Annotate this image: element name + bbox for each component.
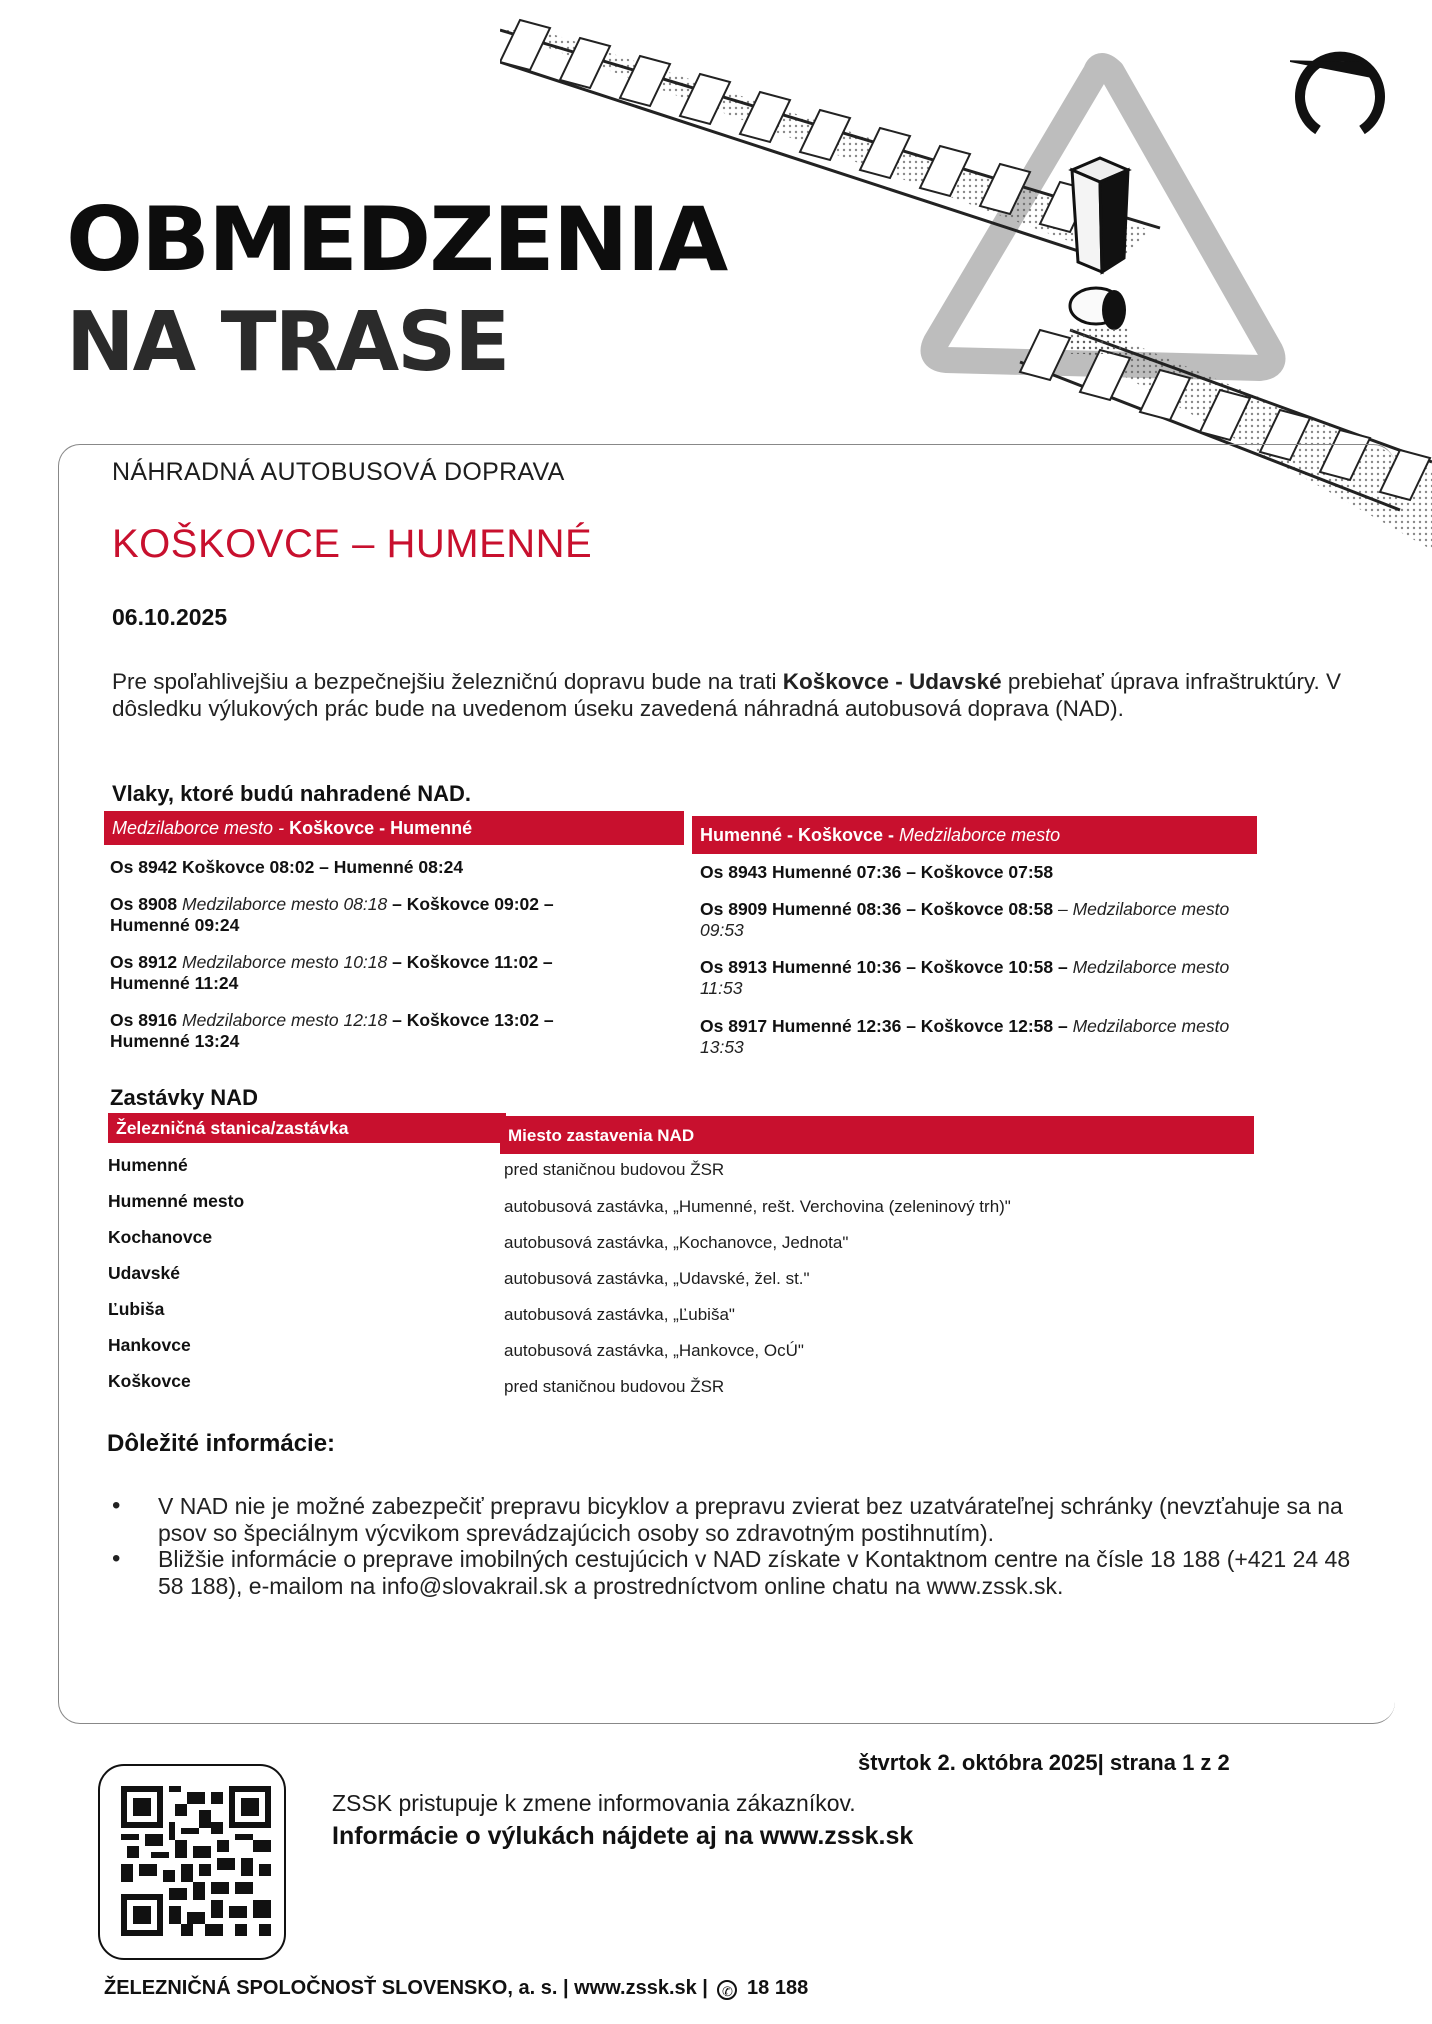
stop-station: Koškovce xyxy=(108,1371,191,1391)
footer-phone: 18 188 xyxy=(747,1977,809,1999)
right-header-italic: Medzilaborce mesto xyxy=(899,825,1061,845)
zssk-logo-icon xyxy=(1290,40,1390,140)
info-item: • Bližšie informácie o preprave imobilných cestujúcich v NAD získate v Kontaktnom centre na čísle 18 188 (+421 24 48 58 188), e-mailom na info@slovakrail.sk a prostredníctvom online chatu na www.zssk.sk. xyxy=(112,1546,1352,1599)
train-origin: Medzilaborce mesto 12:18 xyxy=(177,1010,393,1030)
stop-station: Hankovce xyxy=(108,1335,191,1355)
train-row xyxy=(700,1016,1260,1058)
stop-place: autobusová zastávka, „Kochanovce, Jednota" xyxy=(504,1233,849,1252)
train-route: – Koškovce 13:02 – Humenné 13:24 xyxy=(110,1010,554,1051)
left-header-italic: Medzilaborce mesto - xyxy=(112,818,290,838)
page-info: štvrtok 2. októbra 2025| strana 1 z 2 xyxy=(858,1750,1230,1775)
stop-place: autobusová zastávka, „Hankovce, OcÚ" xyxy=(504,1341,804,1360)
phone-icon: ✆ xyxy=(717,1980,737,2000)
stop-place: pred staničnou budovou ŽSR xyxy=(504,1160,725,1179)
trains-heading: Vlaky, ktoré budú nahradené NAD. xyxy=(112,781,472,806)
notice-subtitle: NÁHRADNÁ AUTOBUSOVÁ DOPRAVA xyxy=(112,458,565,486)
intro-text-2: prebiehať úprava infraštruktúry. V dôsledku výlukových prác bude na uvedenom úseku zavedená náhradná autobusová doprava (NAD). xyxy=(112,669,1342,721)
train-number: Os 8942 xyxy=(110,857,178,877)
stop-place: pred staničnou budovou ŽSR xyxy=(504,1377,725,1396)
promo-text: ZSSK pristupuje k zmene informovania zákazníkov. xyxy=(332,1790,856,1816)
train-destination: – Medzilaborce mesto 09:53 xyxy=(700,899,1230,940)
train-destination: Medzilaborce mesto 11:53 xyxy=(700,957,1230,998)
footer xyxy=(104,1977,808,2000)
intro-text-1: Pre spoľahlivejšiu a bezpečnejšiu železničnú dopravu bude na trati xyxy=(112,669,783,694)
stops-station-header: Železničná stanica/zastávka xyxy=(108,1113,506,1143)
stop-station: Kochanovce xyxy=(108,1227,213,1247)
qr-code-icon[interactable] xyxy=(121,1786,271,1936)
train-route: Os 8909 Humenné 08:36 – Koškovce 08:58 xyxy=(700,899,1054,919)
train-origin: Medzilaborce mesto 08:18 xyxy=(177,894,388,914)
train-row xyxy=(110,894,630,936)
train-route: Os 8943 Humenné 07:36 – Koškovce 07:58 xyxy=(700,862,1054,882)
promo-link-text[interactable]: Informácie o výlukách nájdete aj na www.zssk.sk xyxy=(332,1822,914,1850)
stop-station: Ľubiša xyxy=(108,1299,165,1319)
intro-paragraph xyxy=(112,668,1352,722)
train-route: Os 8913 Humenné 10:36 – Koškovce 10:58 – xyxy=(700,957,1068,977)
train-origin: Medzilaborce mesto 10:18 xyxy=(177,952,393,972)
stop-place: autobusová zastávka, „Ľubiša" xyxy=(504,1305,735,1324)
train-row xyxy=(700,957,1260,999)
notice-date: 06.10.2025 xyxy=(112,604,228,630)
train-route: – Koškovce 09:02 – Humenné 09:24 xyxy=(110,894,554,935)
trains-right-header xyxy=(692,816,1257,854)
train-route: Os 8917 Humenné 12:36 – Koškovce 12:58 – xyxy=(700,1016,1068,1036)
train-row xyxy=(700,862,1260,883)
train-number: Os 8908 xyxy=(110,894,178,914)
trains-left-header xyxy=(104,811,684,845)
stops-heading: Zastávky NAD xyxy=(110,1085,258,1110)
page-title: OBMEDZENIA xyxy=(66,188,727,291)
page-subtitle: NA TRASE xyxy=(66,295,509,390)
stop-place: autobusová zastávka, „Udavské, žel. st." xyxy=(504,1269,810,1288)
train-number: Os 8912 xyxy=(110,952,178,972)
info-list xyxy=(112,1493,1352,1599)
info-item: • V NAD nie je možné zabezpečiť prepravu bicyklov a prepravu zvierat bez uzatvárateľnej schránky (nevzťahuje sa na psov so špeciálnym výcvikom sprevádzajúcich osoby so zdravotným postihnutím). xyxy=(112,1493,1352,1546)
train-destination: Medzilaborce mesto 13:53 xyxy=(700,1016,1230,1057)
stop-station: Humenné mesto xyxy=(108,1191,245,1211)
stop-station: Udavské xyxy=(108,1263,180,1283)
left-header-bold: Koškovce - Humenné xyxy=(289,818,473,838)
train-row xyxy=(110,1010,630,1052)
train-route: – Koškovce 11:02 – Humenné 11:24 xyxy=(110,952,553,993)
right-header-bold: Humenné - Koškovce - xyxy=(700,825,900,845)
train-row xyxy=(700,899,1260,941)
stop-station: Humenné xyxy=(108,1155,188,1175)
exclamation-mark xyxy=(1070,158,1130,354)
train-route: Koškovce 08:02 – Humenné 08:24 xyxy=(177,857,464,877)
stop-place: autobusová zastávka, „Humenné, rešt. Verchovina (zeleninový trh)" xyxy=(504,1197,1011,1216)
intro-route-bold: Koškovce - Udavské xyxy=(782,669,1002,694)
footer-company: ŽELEZNIČNÁ SPOLOČNOSŤ SLOVENSKO, a. s. | www.zssk.sk | xyxy=(104,1977,708,1999)
route-title: KOŠKOVCE – HUMENNÉ xyxy=(112,522,593,566)
train-number: Os 8916 xyxy=(110,1010,178,1030)
train-row xyxy=(110,952,630,994)
stops-place-header: Miesto zastavenia NAD xyxy=(500,1116,1254,1154)
train-row xyxy=(110,857,630,878)
info-heading: Dôležité informácie: xyxy=(107,1430,336,1457)
